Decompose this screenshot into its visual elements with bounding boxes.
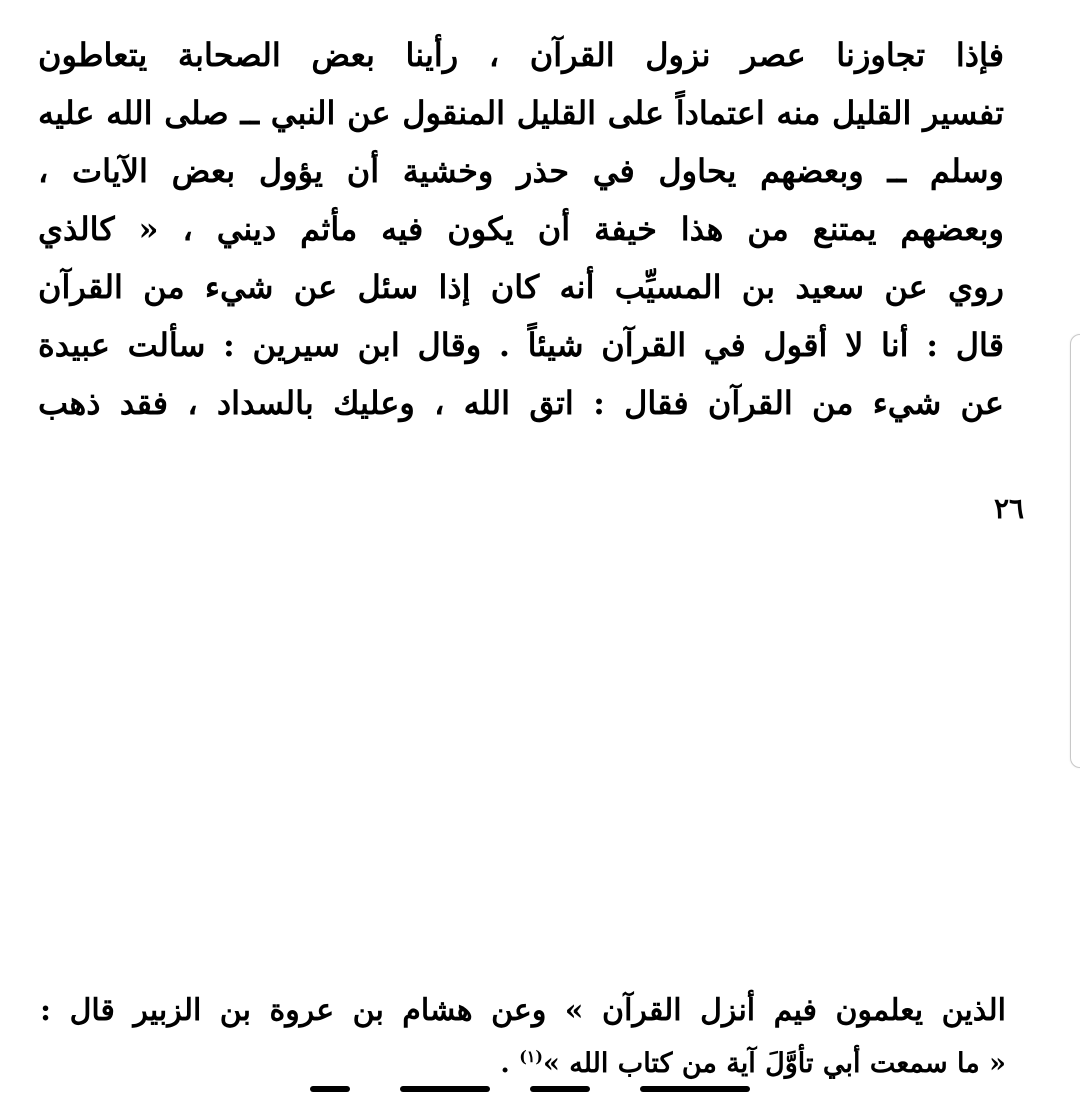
text-line: قال : أنا لا أقول في القرآن شيئاً . وقال ابن سيرين : سألت عبيدة bbox=[38, 326, 1004, 364]
next-page-text bbox=[40, 988, 1006, 1087]
text-line bbox=[40, 1034, 1006, 1087]
text-line: تفسير القليل منه اعتماداً على القليل المنقول عن النبي ــ صلى الله عليه bbox=[38, 94, 1004, 132]
document-page bbox=[0, 0, 1080, 540]
side-scroll-handle[interactable] bbox=[1070, 334, 1080, 768]
footnote-marker: (١) bbox=[519, 1047, 543, 1066]
body-text bbox=[38, 26, 1004, 432]
sentence-end: . bbox=[500, 1048, 510, 1079]
text-line: روي عن سعيد بن المسيِّب أنه كان إذا سئل عن شيء من القرآن bbox=[38, 268, 1004, 306]
text-line: الذين يعلمون فيم أنزل القرآن » وعن هشام بن عروة بن الزبير قال : bbox=[40, 993, 1006, 1028]
text-line: عن شيء من القرآن فقال : اتق الله ، وعليك بالسداد ، فقد ذهب bbox=[38, 384, 1004, 422]
quote-text: « ما سمعت أبي تأوَّلَ آية من كتاب الله » bbox=[542, 1048, 1006, 1079]
text-line: وسلم ــ وبعضهم يحاول في حذر وخشية أن يؤول بعض الآيات ، bbox=[38, 152, 1004, 190]
page-number: ٢٦ bbox=[994, 492, 1025, 525]
text-line: فإذا تجاوزنا عصر نزول القرآن ، رأينا بعض الصحابة يتعاطون bbox=[38, 36, 1004, 74]
text-line: وبعضهم يمتنع من هذا خيفة أن يكون فيه مأثم ديني ، « كالذي bbox=[38, 210, 1004, 248]
